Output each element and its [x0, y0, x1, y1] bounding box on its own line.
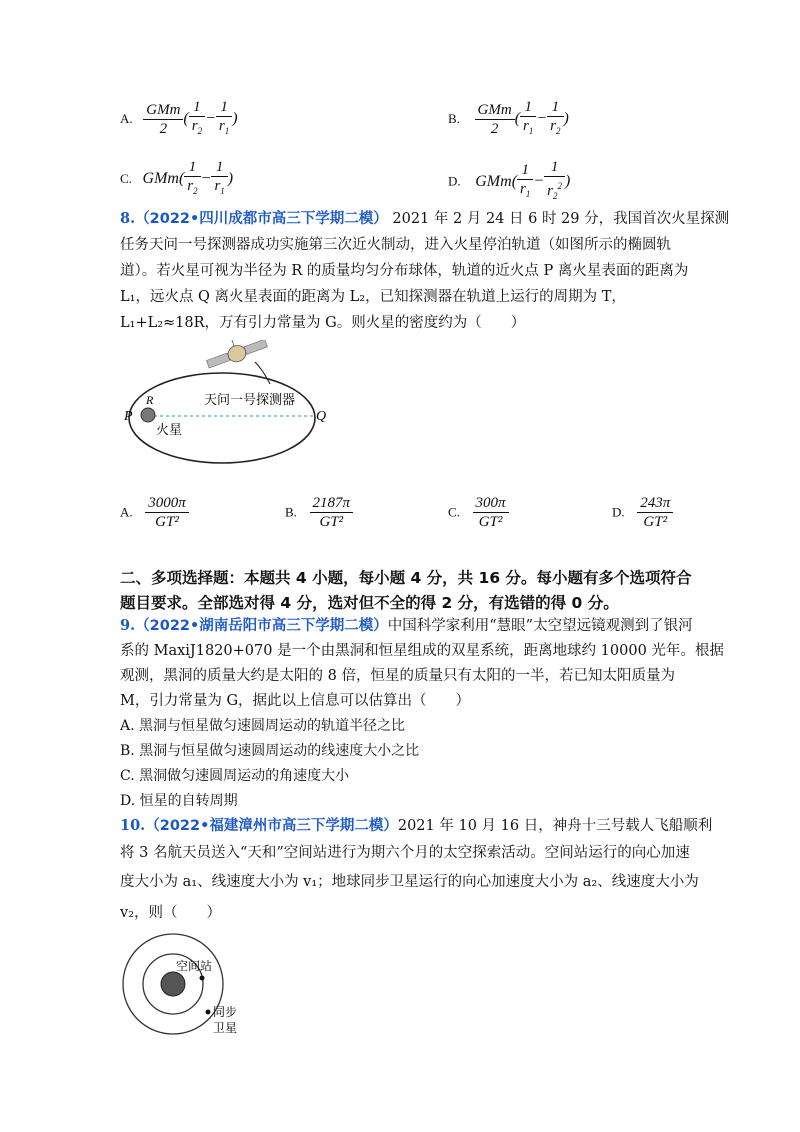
option-a-num: 3000π [145, 494, 189, 513]
mars-planet [141, 408, 155, 422]
option-d-num: 243π [637, 494, 673, 513]
question-source: （2022•湖南岳阳市高三下学期二模） [135, 618, 388, 634]
sync-satellite-dot [206, 1010, 211, 1015]
q7-option-a: A. $\frac{\text{GMm}}{2}$ ( $\frac{1}{r_2}$ − $\frac{1}{r_1}$ ) [120, 99, 238, 137]
option-b-den: GT² [319, 514, 344, 530]
q10-orbit-figure [118, 930, 278, 1050]
label-P: P [124, 409, 133, 424]
q10-line4: v₂，则（ ） [120, 905, 222, 921]
label-space-station: 空间站 [176, 959, 213, 973]
q9-option-a: A. 黑洞与恒星做匀速圆周运动的轨道半径之比 [120, 718, 406, 734]
q8-option-b [285, 494, 353, 531]
option-c-num: 300π [473, 494, 509, 513]
q10-text-1: 2021 年 10 月 16 日，神舟十三号载人飞船顺利 [397, 818, 713, 834]
option-c-den: GT² [478, 514, 503, 530]
section2-line1: 二、多项选择题：本题共 4 小题，每小题 4 分，共 16 分。每小题有多个选项符合 [120, 569, 692, 587]
option-letter: A. [120, 111, 133, 126]
question-number: 10. [120, 817, 146, 834]
q8-line1 [120, 206, 729, 232]
label-mars: 火星 [156, 423, 183, 438]
q8-line5: L₁+L₂≈18R，万有引力常量为 G。则火星的密度约为（ ） [120, 315, 526, 331]
question-number: 9. [120, 617, 136, 634]
option-letter: D. [612, 504, 625, 520]
space-station-dot [200, 976, 205, 981]
q8-line3: 道）。若火星可视为半径为 R 的质量均匀分布球体，轨道的近火点 P 离火星表面的距离为 [120, 263, 689, 279]
q8-line2: 任务天问一号探测器成功实施第三次近火制动，进入火星停泊轨道（如图所示的椭圆轨 [120, 237, 671, 253]
q10-line2: 将 3 名航天员送入“天和”空间站进行为期六个月的太空探索活动。空间站运行的向心加速 [120, 845, 690, 861]
earth [161, 972, 185, 996]
label-R: R [146, 393, 154, 407]
q9-option-c: C. 黑洞做匀速圆周运动的角速度大小 [120, 768, 350, 784]
option-d-den: GT² [643, 514, 668, 530]
label-sync-1: 同步 [213, 1005, 238, 1019]
q8-option-c [448, 494, 509, 531]
question-number: 8. [120, 210, 136, 227]
option-b-num: 2187π [310, 494, 354, 513]
option-letter: C. [120, 171, 132, 186]
option-letter: C. [448, 504, 460, 520]
label-probe: 天问一号探测器 [204, 393, 296, 408]
option-letter: B. [448, 111, 460, 126]
option-letter: B. [285, 504, 297, 520]
q9-line3: 观测，黑洞的质量大约是太阳的 8 倍，恒星的质量只有太阳的一半，若已知太阳质量为 [120, 668, 675, 684]
label-Q: Q [316, 409, 327, 424]
probe-pointer-line [255, 362, 270, 384]
q9-line2: 系的 MaxiJ1820+070 是一个由黑洞和恒星组成的双星系统，距离地球约 10000 光年。根据 [120, 643, 724, 659]
orbit-ellipse [129, 373, 315, 463]
q7-option-c: C. GMm( $\frac{1}{r_2}$ − $\frac{1}{r_1}$ ) [120, 159, 234, 196]
question-source: （2022•福建漳州市高三下学期二模） [145, 818, 398, 834]
q7-option-b: B. $\frac{\text{GMm}}{2}$ ( $\frac{1}{r_1}$ − $\frac{1}{r_2}$ ) [448, 99, 569, 137]
section2-line2: 题目要求。全部选对得 4 分，选对但不全的得 2 分，有选错的得 0 分。 [120, 594, 619, 612]
q8-text-1: 2021 年 2 月 24 日 6 时 29 分，我国首次火星探测 [392, 211, 730, 227]
q9-option-d: D. 恒星的自转周期 [120, 793, 238, 809]
q9-text-1: 中国科学家利用“慧眼”太空望远镜观测到了银河 [387, 618, 693, 634]
question-source: （2022•四川成都市高三下学期二模） [135, 211, 388, 227]
option-a-den: GT² [155, 514, 179, 530]
q9-option-b: B. 黑洞与恒星做匀速圆周运动的线速度大小之比 [120, 743, 420, 759]
q9-line4: M，引力常量为 G，据此以上信息可以估算出（ ） [120, 693, 471, 709]
q8-option-a [120, 494, 189, 531]
q8-option-d [612, 494, 673, 531]
q8-orbit-figure [118, 340, 338, 480]
q10-line3: 度大小为 a₁、线速度大小为 v₁；地球同步卫星运行的向心加速度大小为 a₂、线速度大小为 [120, 874, 699, 890]
option-letter: D. [448, 173, 461, 189]
q8-line4: L₁，远火点 Q 离火星表面的距离为 L₂，已知探测器在轨道上运行的周期为 T， [120, 289, 626, 305]
option-letter: A. [120, 504, 133, 520]
q10-line1 [120, 813, 712, 839]
q9-line1 [120, 613, 693, 639]
q7-option-d: D. GMm( $\frac{1}{r_1}$ − $\frac{1}{r_2^2}$ ) [448, 159, 571, 201]
label-sync-2: 卫星 [213, 1021, 238, 1035]
